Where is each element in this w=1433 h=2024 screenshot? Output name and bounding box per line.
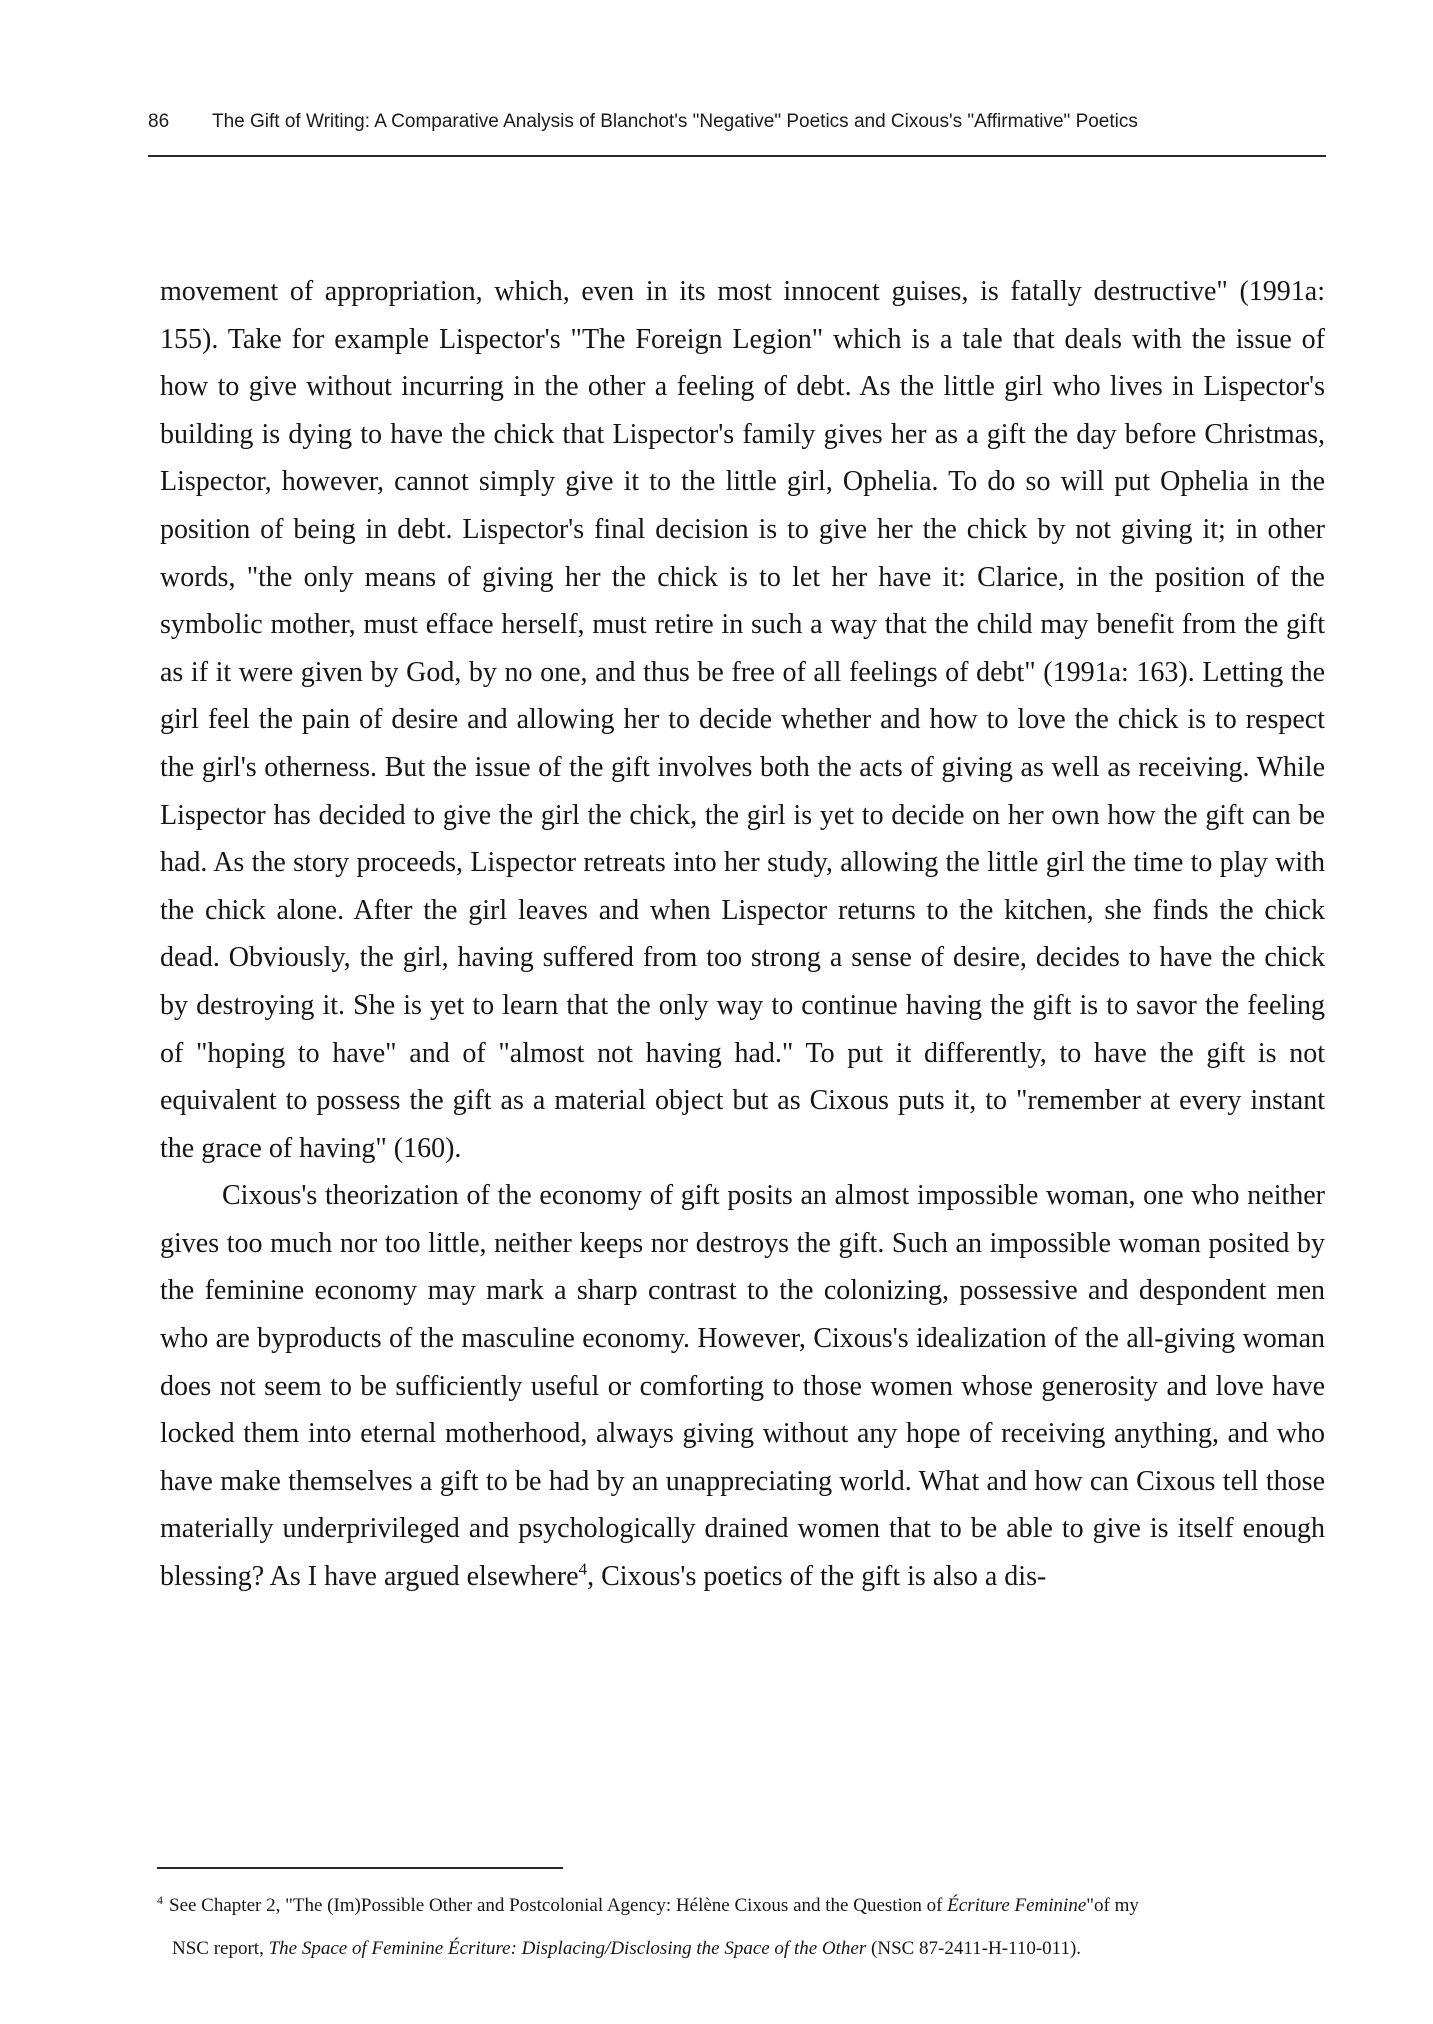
paragraph-text: Cixous's theorization of the economy of gift posits an almost impossible woman, one who neither gives too much nor too little, neither keeps nor destroys the gift. Such an impossible woman posited by the feminine economy may mark a sharp contrast to the colonizing, possessive and despondent men who are byproducts of the masculine economy. However, Cixous's idealization of the all-giving woman does not seem to be sufficiently useful or comforting to those women whose generosity and love have locked them into eternal motherhood, always giving without any hope of receiving anything, and who have make themselves a gift to be had by an unappreciating world. What and how can Cixous tell those materially underprivileged and psychologically drained women that to be able to give is itself enough blessing? As I have argued elsewhere [160, 1180, 1325, 1593]
footnote-text: (NSC 87-2411-H-110-011). [866, 1938, 1082, 1959]
footnote-report-title: The Space of Feminine Écriture: Displacing/Disclosing the Space of the Other [268, 1938, 867, 1959]
body-text [160, 268, 1325, 1601]
page-number: 86 [148, 111, 170, 132]
running-title: The Gift of Writing: A Comparative Analysis of Blanchot's "Negative" Poetics and Cixous's "Affirmative" Poetics [212, 111, 1138, 132]
paragraph: movement of appropriation, which, even in its most innocent guises, is fatally destructive" (1991a: 155). Take for example Lispector's "The Foreign Legion" which is a tale that deals with the issue of how to give without incurring in the other a feeling of debt. As the little girl who lives in Lispector's building is dying to have the chick that Lispector's family gives her as a gift the day before Christmas, Lispector, however, cannot simply give it to the little girl, Ophelia. To do so will put Ophelia in the position of being in debt. Lispector's final decision is to give her the chick by not giving it; in other words, "the only means of giving her the chick is to let her have it: Clarice, in the position of the symbolic mother, must efface herself, must retire in such a way that the child may benefit from the gift as if it were given by God, by no one, and thus be free of all feelings of debt" (1991a: 163). Letting the girl feel the pain of desire and allowing her to decide whether and how to love the chick is to respect the girl's otherness. But the issue of the gift involves both the acts of giving as well as receiving. While Lispector has decided to give the girl the chick, the girl is yet to decide on her own how the gift can be had. As the story proceeds, Lispector retreats into her study, allowing the little girl the time to play with the chick alone. After the girl leaves and when Lispector returns to the kitchen, she finds the chick dead. Obviously, the girl, having suffered from too strong a sense of desire, decides to have the chick by destroying it. She is yet to learn that the only way to continue having the gift is to savor the feeling of "hoping to have" and of "almost not having had." To put it differently, to have the gift is not equivalent to possess the gift as a material object but as Cixous puts it, to "remember at every instant the grace of having" (160). [160, 276, 1325, 1164]
footnote-line-2 [157, 1927, 1327, 1970]
footnote-text: See Chapter 2, "The (Im)Possible Other and Postcolonial Agency: Hélène Cixous and the Question of [169, 1895, 948, 1916]
footnote-line-1 [157, 1884, 1327, 1927]
paragraph [160, 1172, 1325, 1600]
footnote-reference: 4 [578, 1559, 588, 1579]
footnote-mark: 4 [157, 1892, 163, 1907]
footnote [157, 1884, 1327, 1970]
footnote-text: "of my [1086, 1895, 1139, 1916]
footnote-italic-title: Écriture Feminine [947, 1895, 1087, 1916]
footnote-rule [157, 1867, 563, 1869]
running-header [148, 110, 1324, 134]
header-rule [148, 155, 1326, 157]
paragraph-text-end: , Cixous's poetics of the gift is also a dis- [587, 1561, 1047, 1593]
footnote-text: NSC report, [172, 1938, 269, 1959]
